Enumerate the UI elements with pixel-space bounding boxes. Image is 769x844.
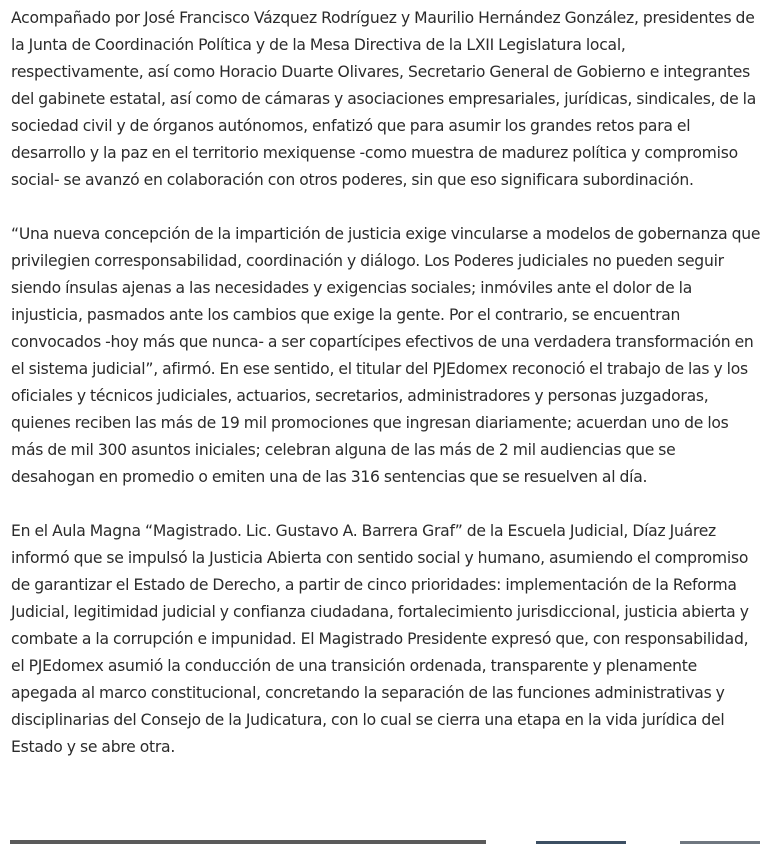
paragraph-1: Acompañado por José Francisco Vázquez Rodríguez y Maurilio Hernández González, presidentes de la Junta de Coordinación Política y de la Mesa Directiva de la LXII Legislatura local, respectivamente, así como Horacio Duarte Olivares, Secretario General de Gobierno e integrantes del gabinete estatal, así como de cámaras y asociaciones empresariales, jurídicas, sindicales, de la sociedad civil y de órganos autónomos, enfatizó que para asumir los grandes retos para el desarrollo y la paz en el territorio mexiquense -como muestra de madurez política y compromiso social- se avanzó en colaboración con otros poderes, sin que eso significara subordinación. — [11, 9, 757, 189]
paragraph-2: “Una nueva concepción de la impartición de justicia exige vincularse a modelos de gobernanza que privilegien corresponsabilidad, coordinación y diálogo. Los Poderes judiciales no pueden seguir siendo ínsulas ajenas a las necesidades y exigencias sociales; inmóviles ante el dolor de la injusticia, pasmados ante los cambios que exige la gente. Por el contrario, se encuentran convocados -hoy más que nunca- a ser copartícipes efectivos de una verdadera transformación en el sistema judicial”, afirmó. En ese sentido, el titular del PJEdomex reconoció el trabajo de las y los oficiales y técnicos judiciales, actuarios, secretarios, administradores y personas juzgadoras, quienes reciben las más de 19 mil promociones que ingresan diariamente; acuerdan uno de los más de mil 300 asuntos iniciales; celebran alguna de las más de 2 mil audiencias que se desahogan en promedio o emiten una de las 316 sentencias que se resuelven al día. — [11, 225, 761, 486]
image-edge-left — [10, 840, 486, 844]
paragraph-3: En el Aula Magna “Magistrado. Lic. Gustavo A. Barrera Graf” de la Escuela Judicial, Díaz Juárez informó que se impulsó la Justicia Abierta con sentido social y humano, asumiendo el compromiso de garantizar el Estado de Derecho, a partir de cinco prioridades: implementación de la Reforma Judicial, legitimidad judicial y confianza ciudadana, fortalecimiento jurisdiccional, justicia abierta y combate a la corrupción e impunidad. El Magistrado Presidente expresó que, con responsabilidad, el PJEdomex asumió la conducción de una transición ordenada, transparente y plenamente apegada al marco constitucional, concretando la separación de las funciones administrativas y disciplinarias del Consejo de la Judicatura, con lo cual se cierra una etapa en la vida jurídica del Estado y se abre otra. — [11, 522, 749, 756]
next-image-strip — [0, 840, 769, 844]
article-body — [11, 5, 761, 788]
